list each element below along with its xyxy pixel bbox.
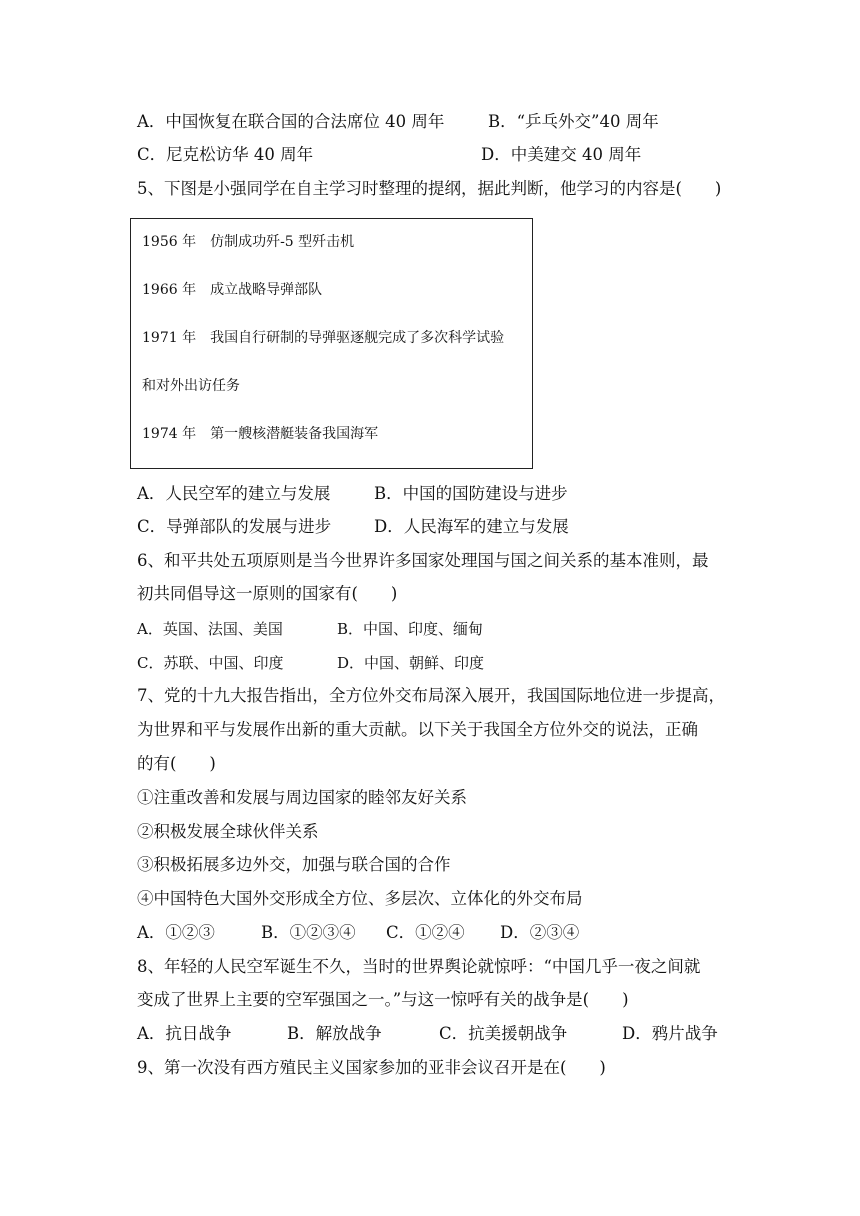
q7-item: ②积极发展全球伙伴关系	[137, 822, 319, 841]
q7-option-a: A．①②③	[137, 923, 215, 942]
q6-option-a: A．英国、法国、美国	[137, 620, 283, 638]
outline-line: 和对外出访任务	[142, 378, 240, 394]
q9-stem: 9、第一次没有西方殖民主义国家参加的亚非会议召开是在( )	[137, 1058, 606, 1077]
q6-option-b: B．中国、印度、缅甸	[337, 620, 484, 638]
q5-option-b: B．中国的国防建设与进步	[374, 484, 568, 503]
outline-line: 1974 年 第一艘核潜艇装备我国海军	[142, 426, 379, 442]
q6-stem-line: 6、和平共处五项原则是当今世界许多国家处理国与国之间关系的基本准则，最	[137, 551, 709, 570]
q6-stem-line: 初共同倡导这一原则的国家有( )	[137, 584, 398, 603]
q5-stem: 5、下图是小强同学在自主学习时整理的提纲，据此判断，他学习的内容是( )	[137, 179, 722, 198]
outline-line: 1966 年 成立战略导弹部队	[142, 282, 323, 298]
q7-option-d: D．②③④	[500, 923, 580, 942]
q7-stem-line: 为世界和平与发展作出新的重大贡献。以下关于我国全方位外交的说法，正确	[137, 720, 698, 739]
q4-option-d: D．中美建交 40 周年	[481, 145, 642, 164]
q5-option-c: C．导弹部队的发展与进步	[137, 517, 332, 536]
q5-option-a: A．人民空军的建立与发展	[137, 484, 331, 503]
q7-item: ④中国特色大国外交形成全方位、多层次、立体化的外交布局	[137, 889, 583, 908]
q4-option-a: A．中国恢复在联合国的合法席位 40 周年	[137, 112, 445, 131]
q8-option-c: C．抗美援朝战争	[439, 1024, 568, 1043]
q7-option-c: C．①②④	[386, 923, 465, 942]
q8-stem-line: 变成了世界上主要的空军强国之一。”与这一惊呼有关的战争是( )	[137, 990, 629, 1009]
q5-outline-box	[130, 218, 533, 469]
q7-stem-line: 的有( )	[137, 754, 216, 773]
q7-stem-line: 7、党的十九大报告指出，全方位外交布局深入展开，我国国际地位进一步提高，	[137, 686, 725, 705]
q8-option-b: B．解放战争	[287, 1024, 382, 1043]
q5-option-d: D．人民海军的建立与发展	[374, 517, 569, 536]
q6-option-d: D．中国、朝鲜、印度	[337, 654, 485, 672]
q6-option-c: C．苏联、中国、印度	[137, 654, 284, 672]
q4-option-b: B．“乒乓外交”40 周年	[488, 112, 659, 131]
q8-option-d: D．鸦片战争	[622, 1024, 718, 1043]
q7-item: ③积极拓展多边外交，加强与联合国的合作	[137, 855, 451, 874]
q7-option-b: B．①②③④	[261, 923, 356, 942]
q4-option-c: C．尼克松访华 40 周年	[137, 145, 314, 164]
q8-option-a: A．抗日战争	[137, 1024, 232, 1043]
outline-line: 1971 年 我国自行研制的导弹驱逐舰完成了多次科学试验	[142, 330, 505, 346]
outline-line: 1956 年 仿制成功歼-5 型歼击机	[142, 234, 355, 250]
q8-stem-line: 8、年轻的人民空军诞生不久，当时的世界舆论就惊呼：“中国几乎一夜之间就	[137, 957, 701, 976]
q7-item: ①注重改善和发展与周边国家的睦邻友好关系	[137, 788, 467, 807]
